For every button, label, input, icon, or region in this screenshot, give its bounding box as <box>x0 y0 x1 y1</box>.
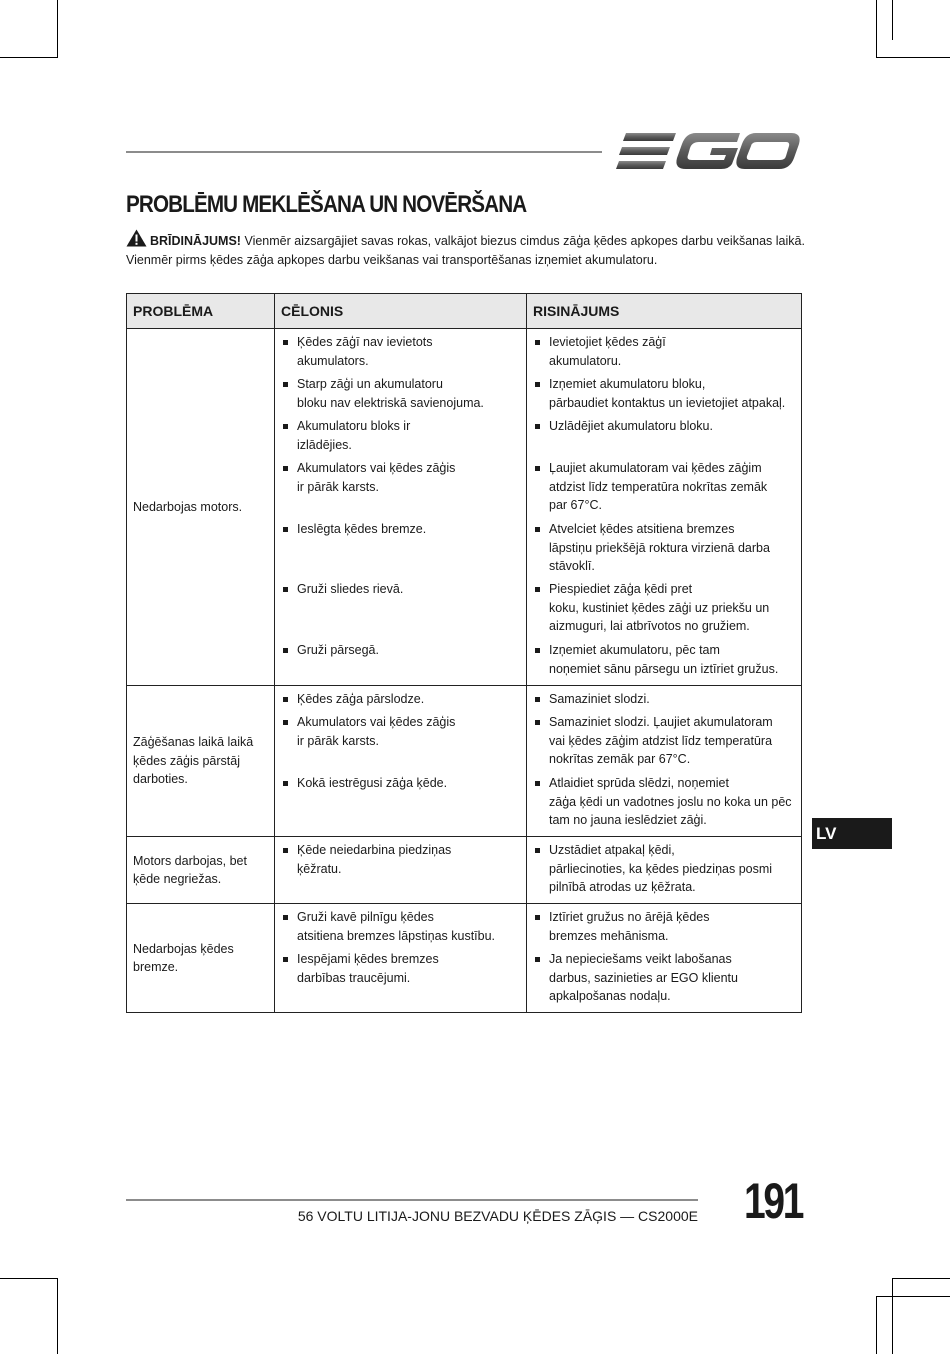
cause-cell <box>275 904 527 1013</box>
crop-mark <box>876 1296 877 1354</box>
solution-item: Uzlādējiet akumulatoru bloku. <box>527 417 801 454</box>
solution-item: Iztīriet gružus no ārējā ķēdes bremzes mehānisma. <box>527 908 801 945</box>
cause-cell <box>275 329 527 686</box>
problem-cell: Nedarbojas motors. <box>127 329 275 686</box>
table-row <box>127 686 802 837</box>
cause-item: Gruži sliedes rievā. <box>275 580 526 636</box>
crop-mark <box>0 57 58 58</box>
crop-mark <box>876 57 950 58</box>
crop-mark <box>876 0 877 58</box>
cause-item: Ķēde neiedarbina piedziņas ķēžratu. <box>275 841 526 896</box>
warning-text-line2: Vienmēr pirms ķēdes zāģa apkopes darbu veikšanas vai transportēšanas izņemiet akumulatoru. <box>126 253 658 267</box>
problem-cell: Zāģēšanas laikā laikā ķēdes zāģis pārstāj darboties. <box>127 686 275 837</box>
warning-triangle-icon <box>126 229 147 252</box>
crop-mark <box>892 1278 893 1354</box>
header-cause: CĒLONIS <box>275 294 527 329</box>
table-header-row <box>127 294 802 329</box>
solution-item: Uzstādiet atpakaļ ķēdi, pārliecinoties, ka ķēdes piedziņas posmi pilnībā atrodas uz ķēžrata. <box>527 841 801 896</box>
cause-cell <box>275 686 527 837</box>
cause-item: Ķēdes zāģa pārslodze. <box>275 690 526 708</box>
problem-cell: Motors darbojas, bet ķēde negriežas. <box>127 837 275 904</box>
cause-item: Starp zāģi un akumulatoru bloku nav elektriskā savienojuma. <box>275 375 526 412</box>
header-rule <box>126 151 602 153</box>
crop-mark <box>876 1296 950 1297</box>
crop-mark <box>57 1278 58 1354</box>
troubleshooting-table <box>126 293 802 1013</box>
table-row <box>127 329 802 686</box>
solution-cell <box>527 686 802 837</box>
solution-cell <box>527 329 802 686</box>
cause-item: Ieslēgta ķēdes bremze. <box>275 520 526 575</box>
cause-item: Kokā iestrēgusi zāģa ķēde. <box>275 774 526 829</box>
cause-item: Iespējami ķēdes bremzes darbības traucējumi. <box>275 950 526 1005</box>
language-tab: LV <box>812 818 892 849</box>
cause-item: Gruži kavē pilnīgu ķēdes atsitiena bremzes lāpstiņas kustību. <box>275 908 526 945</box>
solution-item: Ja nepieciešams veikt labošanas darbus, sazinieties ar EGO klientu apkalpošanas nodaļu. <box>527 950 801 1005</box>
solution-item: Samaziniet slodzi. <box>527 690 801 708</box>
solution-item: Atvelciet ķēdes atsitiena bremzes lāpstiņu priekšējā roktura virzienā darba stāvoklī. <box>527 520 801 575</box>
warning-text-line1: Vienmēr aizsargājiet savas rokas, valkājot biezus cimdus zāģa ķēdes apkopes darbu veikšanas laikā. <box>244 234 805 248</box>
table-row <box>127 837 802 904</box>
solution-item: Izņemiet akumulatoru bloku, pārbaudiet kontaktus un ievietojiet atpakaļ. <box>527 375 801 412</box>
cause-item: Ķēdes zāģī nav ievietots akumulators. <box>275 333 526 370</box>
problem-cell: Nedarbojas ķēdes bremze. <box>127 904 275 1013</box>
solution-item: Atlaidiet sprūda slēdzi, noņemiet zāģa ķēdi un vadotnes joslu no koka un pēc tam no jauna ieslēdziet zāģi. <box>527 774 801 829</box>
crop-mark <box>57 0 58 58</box>
crop-mark <box>0 1278 58 1279</box>
warning-label: BRĪDINĀJUMS! <box>150 234 241 248</box>
page-number: 191 <box>744 1173 803 1229</box>
header-problem: PROBLĒMA <box>127 294 275 329</box>
footer-rule <box>126 1199 698 1201</box>
footer-product-name: 56 VOLTU LITIJA-JONU BEZVADU ĶĒDES ZĀĢIS — CS2000E <box>297 1208 698 1224</box>
solution-item: Izņemiet akumulatoru, pēc tam noņemiet sānu pārsegu un iztīriet gružus. <box>527 641 801 678</box>
page-title: PROBLĒMU MEKLĒŠANA UN NOVĒRŠANA <box>126 191 527 218</box>
cause-item: Gruži pārsegā. <box>275 641 526 678</box>
solution-cell <box>527 904 802 1013</box>
warning-block <box>126 229 816 269</box>
crop-mark <box>892 1278 950 1279</box>
solution-item: Ļaujiet akumulatoram vai ķēdes zāģim atdzist līdz temperatūra nokrītas zemāk par 67°C. <box>527 459 801 515</box>
solution-item: Ievietojiet ķēdes zāģī akumulatoru. <box>527 333 801 370</box>
table-row <box>127 904 802 1013</box>
solution-item: Piespiediet zāģa ķēdi pret koku, kustiniet ķēdes zāģi uz priekšu un aizmuguri, lai atbrīvotos no gružiem. <box>527 580 801 636</box>
cause-item: Akumulators vai ķēdes zāģis ir pārāk karsts. <box>275 713 526 769</box>
cause-cell <box>275 837 527 904</box>
ego-logo <box>616 130 800 172</box>
cause-item: Akumulatoru bloks ir izlādējies. <box>275 417 526 454</box>
cause-item: Akumulators vai ķēdes zāģis ir pārāk karsts. <box>275 459 526 515</box>
crop-mark <box>892 0 893 40</box>
solution-cell <box>527 837 802 904</box>
header-solution: RISINĀJUMS <box>527 294 802 329</box>
solution-item: Samaziniet slodzi. Ļaujiet akumulatoram vai ķēdes zāģim atdzist līdz temperatūra nokrītas zemāk par 67°C. <box>527 713 801 769</box>
